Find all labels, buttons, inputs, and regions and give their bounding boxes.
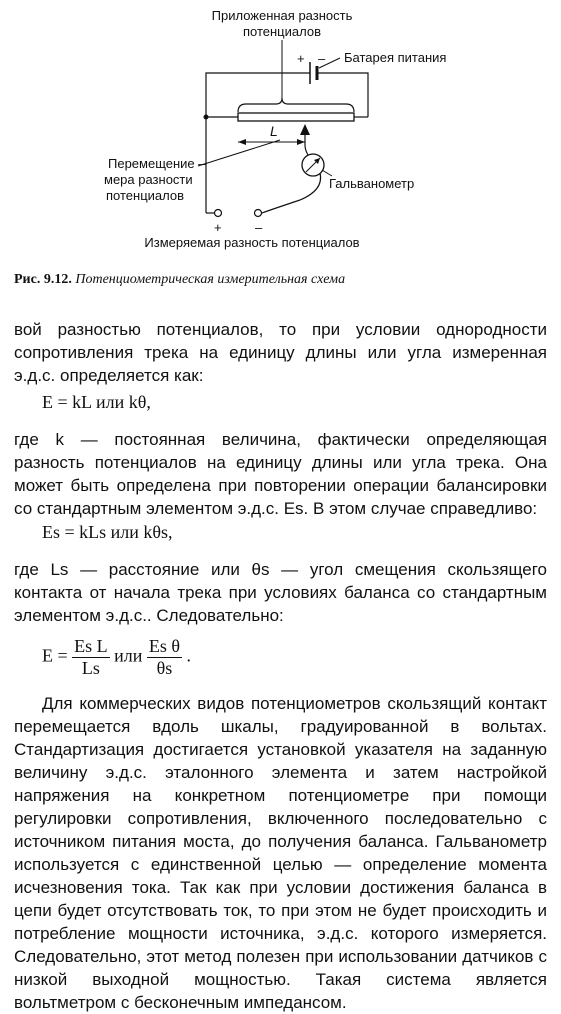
applied-voltage-label-line1: Приложенная разность: [211, 8, 353, 23]
fraction-2: $\frac{\text{Es θ}}{\theta s}$: [148, 636, 181, 678]
paragraph-1: вой разностью потенциалов, то при условии однородности сопротивления трека на единицу длины или угла измеренная э.д.с. определяется как:: [14, 320, 547, 385]
paragraph-3: где Ls — расстояние или θs — угол смещения скользящего контакта от начала трека при условиях баланса со стандартным элементом э.д.с.. Следовательно:: [14, 560, 547, 625]
applied-voltage-brace: [238, 98, 354, 112]
terminal-minus-sign: –: [255, 220, 263, 235]
formula-2: Es = kLs или kθs,: [42, 522, 173, 542]
movement-label-line1: Перемещение –: [108, 156, 206, 171]
terminal-plus-sign: +: [214, 220, 222, 235]
galvanometer-label: Гальванометр: [329, 176, 415, 191]
figure-number: Рис. 9.12.: [14, 272, 72, 287]
formula-3: E = $\frac{\text{Es L}}{Ls}$ или $\frac{\text{Es θ}}{\theta s}$ .: [42, 636, 192, 678]
battery-label: Батарея питания: [344, 50, 447, 65]
formula-1: E = kL или kθ,: [42, 392, 151, 412]
battery-minus-sign: –: [318, 51, 326, 66]
movement-pointer: [198, 140, 280, 166]
potentiometer-circuit-diagram: [0, 0, 561, 262]
circuit-wire-battery-left: [206, 73, 310, 213]
terminal-minus: [255, 210, 262, 217]
paragraph-2: где k — постоянная величина, фактически определяющая разность потенциалов на единицу длины или угла трека. Она может быть определена при повторении операции балансировки со стандартным элементом э.д.с. Es. В этом случае справедливо:: [14, 430, 547, 518]
movement-label-line2: мера разности: [104, 172, 193, 187]
length-arrow-left: [238, 139, 246, 145]
figure-caption: [14, 272, 345, 288]
circuit-wire-battery-right: [317, 73, 368, 117]
paragraph-4: Для коммерческих видов потенциометров скользящий контакт перемещается вдоль шкалы, градуированной в вольтах. Стандартизация достигается установкой указателя на заданную величину э.д.с. эталонного элемента и затем настройкой напряжения на конкретном потенциометре при помощи регулировки сопротивления, включенного последовательно с источником питания моста, до получения баланса. Гальванометр используется с единственной целью — определение момента исчезновения тока. Так как при условии достижения баланса в цепи будет отсутствовать ток, то при этом не будет происходить и потребление мощности источника, э.д.с. которого измеряется. Следовательно, этот метод полезен при использовании датчиков с низкой выходной мощностью. Такая система является вольтметром с бесконечным импедансом.: [14, 694, 547, 1012]
slider-contact: [300, 124, 310, 135]
resistive-track: [238, 113, 354, 121]
junction-dot: [204, 115, 209, 120]
applied-voltage-label-line2: потенциалов: [242, 24, 322, 39]
galvanometer-pointer: [322, 170, 332, 176]
movement-label-line3: потенциалов: [106, 188, 185, 203]
length-arrow-right: [297, 139, 305, 145]
measured-voltage-label: Измеряемая разность потенциалов: [144, 235, 360, 250]
fraction-1: $\frac{\text{Es L}}{Ls}$: [74, 636, 108, 678]
figure-title: Потенциометрическая измерительная схема: [75, 272, 346, 287]
galvanometer-wire-bottom: [262, 173, 321, 213]
battery-plus-sign: +: [297, 51, 305, 66]
length-label-L: L: [270, 123, 278, 139]
galvanometer-wire-top: [305, 145, 308, 155]
terminal-plus: [215, 210, 222, 217]
